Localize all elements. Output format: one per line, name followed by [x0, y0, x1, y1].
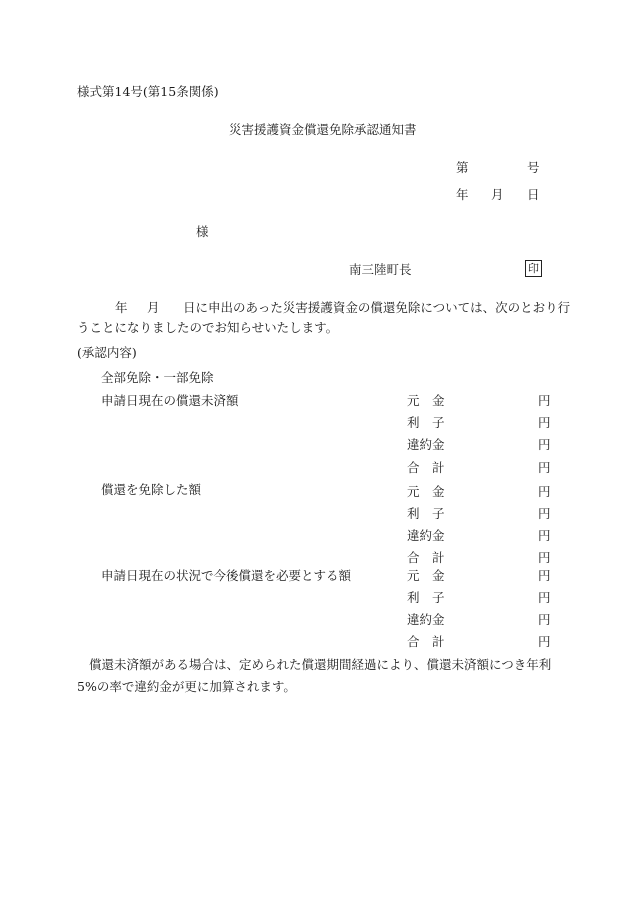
item-interest: 利 子: [407, 415, 445, 430]
date-day: 日: [527, 187, 540, 202]
yen-unit: 円: [538, 568, 551, 583]
item-penalty: 違約金: [407, 437, 445, 452]
section-remaining-label: 申請日現在の状況で今後償還を必要とする額: [101, 568, 352, 583]
intro-month: 月: [147, 300, 160, 315]
form-number: 様式第14号(第15条関係): [77, 84, 219, 99]
note-line1: 償還未済額がある場合は、定められた償還期間経過により、償還未済額につき年利: [89, 657, 552, 672]
yen-unit: 円: [538, 393, 551, 408]
document-title: 災害援護資金償還免除承認通知書: [229, 122, 417, 137]
date-month: 月: [491, 187, 504, 202]
seal-mark: 印: [525, 260, 542, 277]
exemption-type: 全部免除・一部免除: [101, 370, 214, 385]
yen-unit: 円: [538, 550, 551, 565]
yen-unit: 円: [538, 634, 551, 649]
item-interest: 利 子: [407, 506, 445, 521]
section-exempted-label: 償還を免除した額: [101, 482, 202, 497]
yen-unit: 円: [538, 460, 551, 475]
item-interest: 利 子: [407, 590, 445, 605]
note-line2: 5%の率で違約金が更に加算されます。: [77, 679, 296, 694]
intro-text-line1: 日に申出のあった災害援護資金の償還免除については、次のとおり行: [183, 300, 571, 315]
yen-unit: 円: [538, 528, 551, 543]
item-penalty: 違約金: [407, 612, 445, 627]
date-year: 年: [456, 187, 469, 202]
addressee-suffix: 様: [196, 224, 209, 239]
item-total: 合 計: [407, 550, 445, 565]
section-outstanding-label: 申請日現在の償還未済額: [101, 393, 239, 408]
doc-number-go: 号: [527, 160, 540, 175]
item-principal: 元 金: [407, 568, 445, 583]
yen-unit: 円: [538, 590, 551, 605]
doc-number-dai: 第: [456, 160, 469, 175]
intro-year: 年: [115, 300, 128, 315]
yen-unit: 円: [538, 506, 551, 521]
yen-unit: 円: [538, 437, 551, 452]
yen-unit: 円: [538, 612, 551, 627]
item-total: 合 計: [407, 634, 445, 649]
issuer-name: 南三陸町長: [349, 262, 412, 277]
intro-text-line2: うことになりましたのでお知らせいたします。: [77, 320, 339, 335]
item-principal: 元 金: [407, 393, 445, 408]
yen-unit: 円: [538, 415, 551, 430]
content-heading: (承認内容): [77, 345, 137, 360]
yen-unit: 円: [538, 484, 551, 499]
item-principal: 元 金: [407, 484, 445, 499]
item-total: 合 計: [407, 460, 445, 475]
item-penalty: 違約金: [407, 528, 445, 543]
